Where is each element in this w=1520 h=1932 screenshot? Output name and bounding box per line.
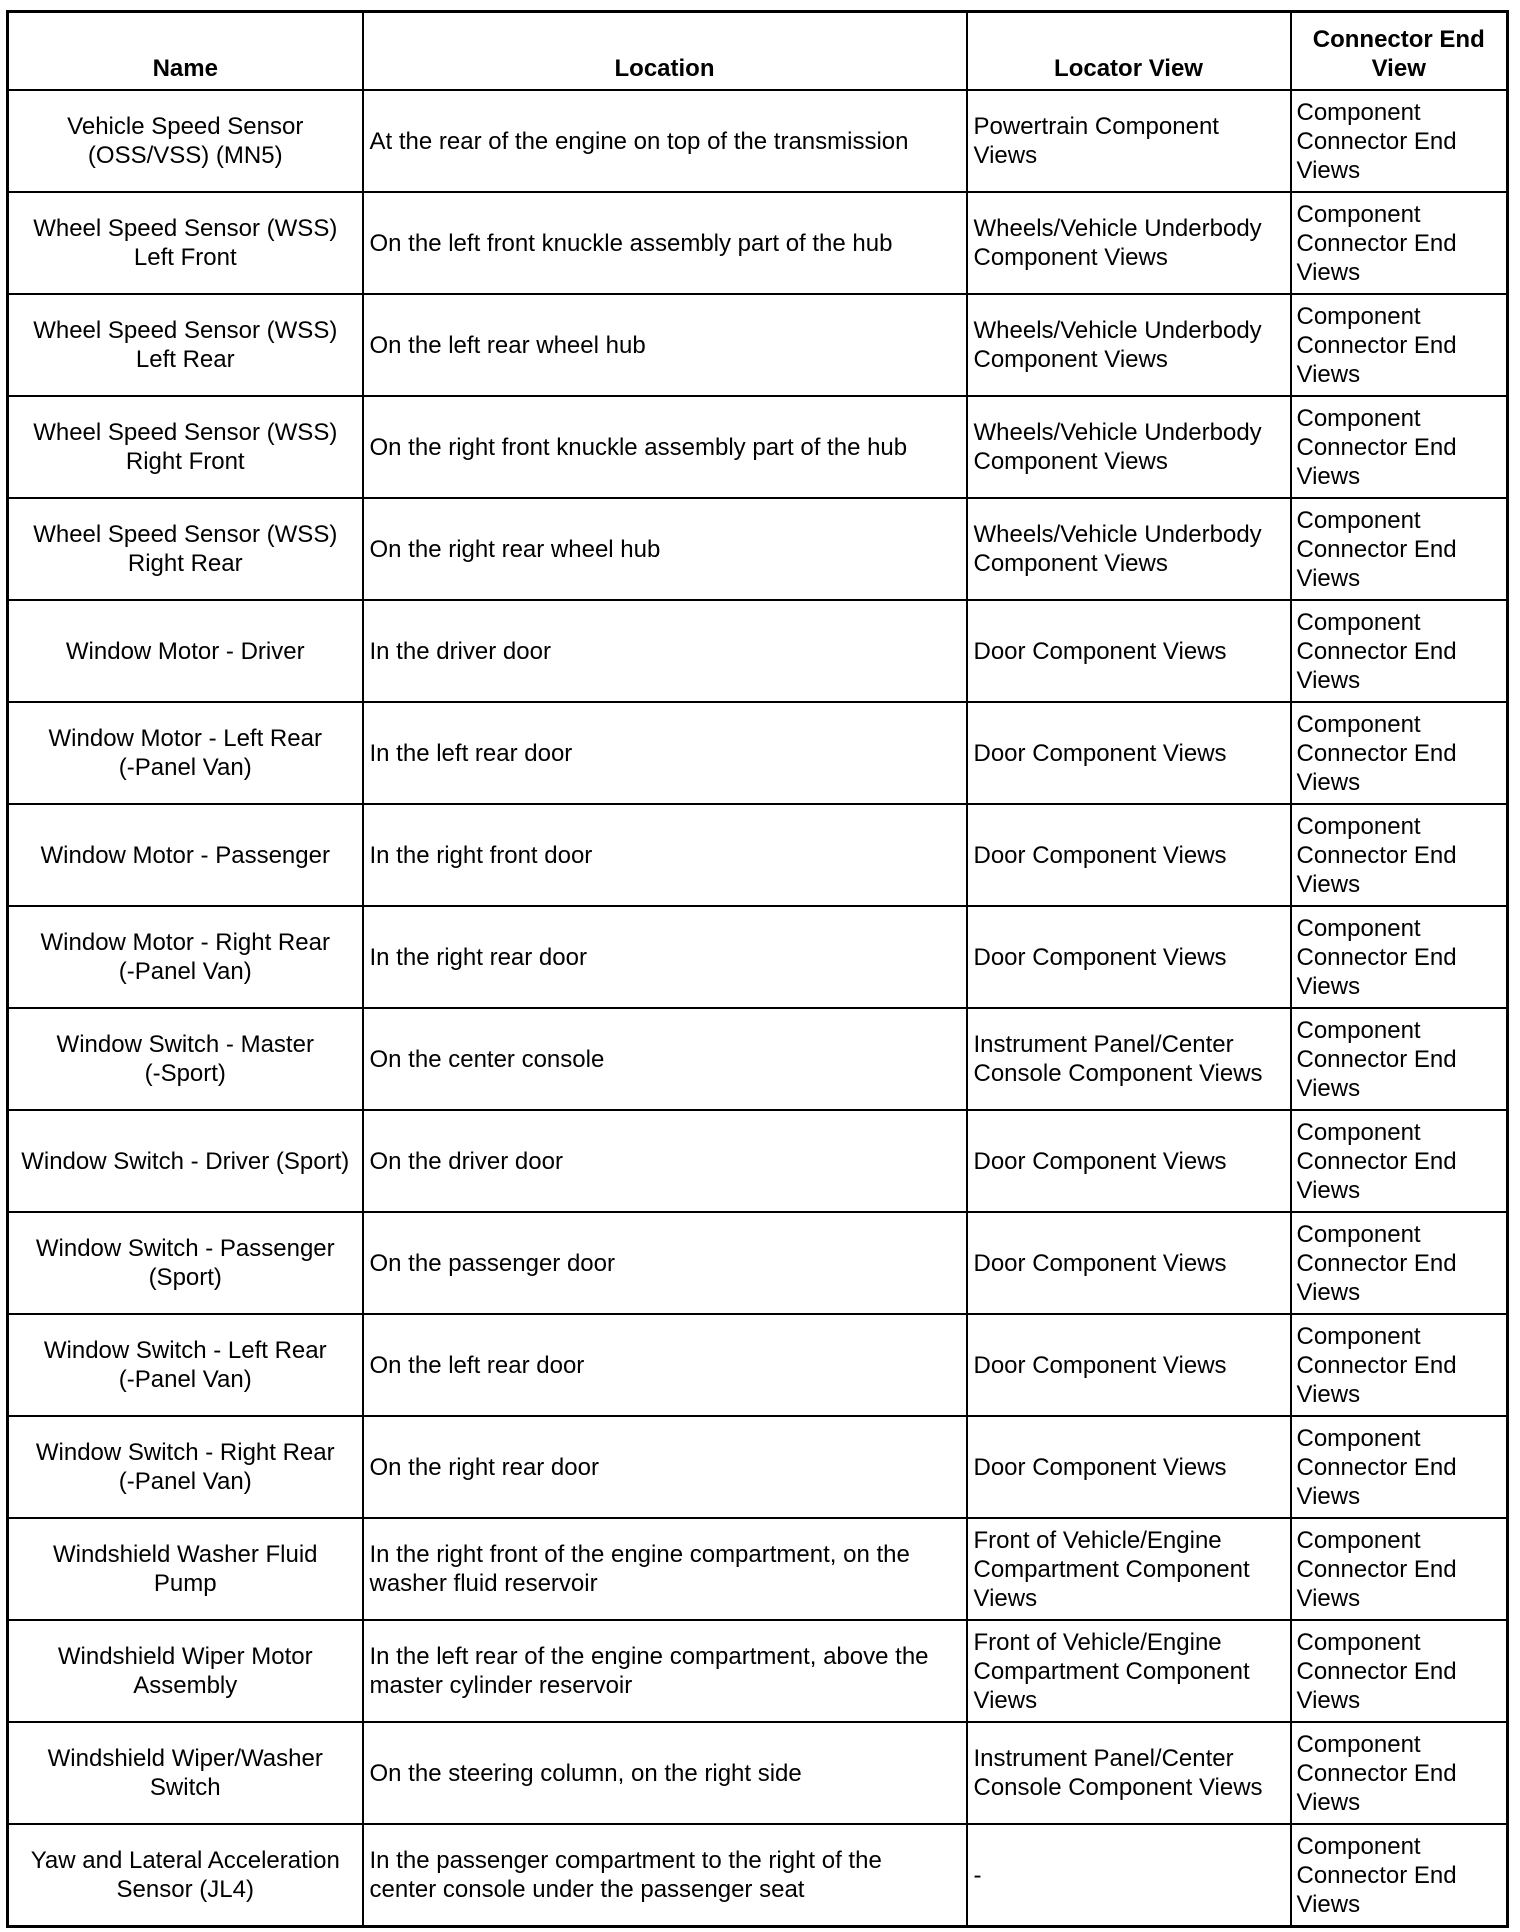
- cell-connector-end-view: Component Connector End Views: [1291, 498, 1508, 600]
- table-row: [8, 498, 1508, 600]
- cell-locator-view: Powertrain Component Views: [967, 90, 1291, 192]
- cell-connector-end-view: Component Connector End Views: [1291, 906, 1508, 1008]
- cell-location: On the right front knuckle assembly part of the hub: [363, 396, 967, 498]
- cell-locator-view: -: [967, 1824, 1291, 1927]
- cell-connector-end-view: Component Connector End Views: [1291, 90, 1508, 192]
- cell-name: Vehicle Speed Sensor (OSS/VSS) (MN5): [8, 90, 363, 192]
- header-location: Location: [363, 12, 967, 91]
- cell-locator-view: Door Component Views: [967, 1110, 1291, 1212]
- table-row: [8, 294, 1508, 396]
- cell-connector-end-view: Component Connector End Views: [1291, 1008, 1508, 1110]
- cell-location: In the left rear door: [363, 702, 967, 804]
- cell-location: On the steering column, on the right side: [363, 1722, 967, 1824]
- cell-location: In the driver door: [363, 600, 967, 702]
- cell-name: Windshield Wiper/Washer Switch: [8, 1722, 363, 1824]
- cell-locator-view: Instrument Panel/Center Console Component Views: [967, 1008, 1291, 1110]
- cell-connector-end-view: Component Connector End Views: [1291, 1722, 1508, 1824]
- cell-location: On the center console: [363, 1008, 967, 1110]
- cell-name: Window Motor - Driver: [8, 600, 363, 702]
- cell-locator-view: Wheels/Vehicle Underbody Component Views: [967, 498, 1291, 600]
- cell-location: In the left rear of the engine compartment, above the master cylinder reservoir: [363, 1620, 967, 1722]
- cell-connector-end-view: Component Connector End Views: [1291, 1824, 1508, 1927]
- table-row: [8, 906, 1508, 1008]
- cell-locator-view: Door Component Views: [967, 906, 1291, 1008]
- cell-locator-view: Wheels/Vehicle Underbody Component Views: [967, 294, 1291, 396]
- cell-connector-end-view: Component Connector End Views: [1291, 192, 1508, 294]
- cell-location: In the passenger compartment to the right of the center console under the passenger seat: [363, 1824, 967, 1927]
- cell-connector-end-view: Component Connector End Views: [1291, 1620, 1508, 1722]
- cell-location: In the right front door: [363, 804, 967, 906]
- cell-location: On the driver door: [363, 1110, 967, 1212]
- header-connector-end-view: Connector End View: [1291, 12, 1508, 91]
- table-row: [8, 192, 1508, 294]
- cell-location: In the right front of the engine compartment, on the washer fluid reservoir: [363, 1518, 967, 1620]
- table-row: [8, 1212, 1508, 1314]
- cell-name: Window Switch - Driver (Sport): [8, 1110, 363, 1212]
- cell-connector-end-view: Component Connector End Views: [1291, 396, 1508, 498]
- cell-locator-view: Door Component Views: [967, 1416, 1291, 1518]
- cell-name: Window Motor - Right Rear (-Panel Van): [8, 906, 363, 1008]
- table-row: [8, 600, 1508, 702]
- header-locator-view: Locator View: [967, 12, 1291, 91]
- cell-locator-view: Door Component Views: [967, 600, 1291, 702]
- cell-name: Windshield Wiper Motor Assembly: [8, 1620, 363, 1722]
- cell-name: Wheel Speed Sensor (WSS) Right Rear: [8, 498, 363, 600]
- table-row: [8, 804, 1508, 906]
- cell-name: Wheel Speed Sensor (WSS) Right Front: [8, 396, 363, 498]
- cell-locator-view: Wheels/Vehicle Underbody Component Views: [967, 192, 1291, 294]
- cell-location: On the left rear door: [363, 1314, 967, 1416]
- cell-locator-view: Front of Vehicle/Engine Compartment Component Views: [967, 1620, 1291, 1722]
- cell-location: In the right rear door: [363, 906, 967, 1008]
- cell-locator-view: Instrument Panel/Center Console Component Views: [967, 1722, 1291, 1824]
- cell-locator-view: Wheels/Vehicle Underbody Component Views: [967, 396, 1291, 498]
- cell-name: Window Motor - Passenger: [8, 804, 363, 906]
- cell-connector-end-view: Component Connector End Views: [1291, 600, 1508, 702]
- cell-name: Window Switch - Passenger (Sport): [8, 1212, 363, 1314]
- table-row: [8, 396, 1508, 498]
- table-row: [8, 90, 1508, 192]
- cell-connector-end-view: Component Connector End Views: [1291, 702, 1508, 804]
- cell-name: Window Switch - Master (-Sport): [8, 1008, 363, 1110]
- cell-name: Wheel Speed Sensor (WSS) Left Rear: [8, 294, 363, 396]
- cell-locator-view: Door Component Views: [967, 702, 1291, 804]
- cell-name: Windshield Washer Fluid Pump: [8, 1518, 363, 1620]
- cell-locator-view: Door Component Views: [967, 804, 1291, 906]
- cell-locator-view: Door Component Views: [967, 1314, 1291, 1416]
- table-row: [8, 1110, 1508, 1212]
- cell-locator-view: Front of Vehicle/Engine Compartment Component Views: [967, 1518, 1291, 1620]
- table-row: [8, 1008, 1508, 1110]
- cell-connector-end-view: Component Connector End Views: [1291, 1314, 1508, 1416]
- cell-location: At the rear of the engine on top of the transmission: [363, 90, 967, 192]
- cell-connector-end-view: Component Connector End Views: [1291, 1518, 1508, 1620]
- cell-name: Yaw and Lateral Acceleration Sensor (JL4): [8, 1824, 363, 1927]
- table-row: [8, 1314, 1508, 1416]
- cell-location: On the right rear wheel hub: [363, 498, 967, 600]
- cell-name: Window Motor - Left Rear (-Panel Van): [8, 702, 363, 804]
- table-row: [8, 1518, 1508, 1620]
- table-row: [8, 1824, 1508, 1927]
- table-row: [8, 1416, 1508, 1518]
- cell-connector-end-view: Component Connector End Views: [1291, 1416, 1508, 1518]
- cell-name: Window Switch - Left Rear (-Panel Van): [8, 1314, 363, 1416]
- cell-name: Wheel Speed Sensor (WSS) Left Front: [8, 192, 363, 294]
- cell-connector-end-view: Component Connector End Views: [1291, 294, 1508, 396]
- cell-connector-end-view: Component Connector End Views: [1291, 1110, 1508, 1212]
- cell-location: On the passenger door: [363, 1212, 967, 1314]
- table-row: [8, 702, 1508, 804]
- cell-location: On the left front knuckle assembly part of the hub: [363, 192, 967, 294]
- cell-name: Window Switch - Right Rear (-Panel Van): [8, 1416, 363, 1518]
- header-name: Name: [8, 12, 363, 91]
- component-locator-table: [6, 10, 1509, 1928]
- cell-location: On the left rear wheel hub: [363, 294, 967, 396]
- cell-locator-view: Door Component Views: [967, 1212, 1291, 1314]
- cell-location: On the right rear door: [363, 1416, 967, 1518]
- cell-connector-end-view: Component Connector End Views: [1291, 1212, 1508, 1314]
- header-row: [8, 12, 1508, 91]
- table-row: [8, 1722, 1508, 1824]
- table-row: [8, 1620, 1508, 1722]
- cell-connector-end-view: Component Connector End Views: [1291, 804, 1508, 906]
